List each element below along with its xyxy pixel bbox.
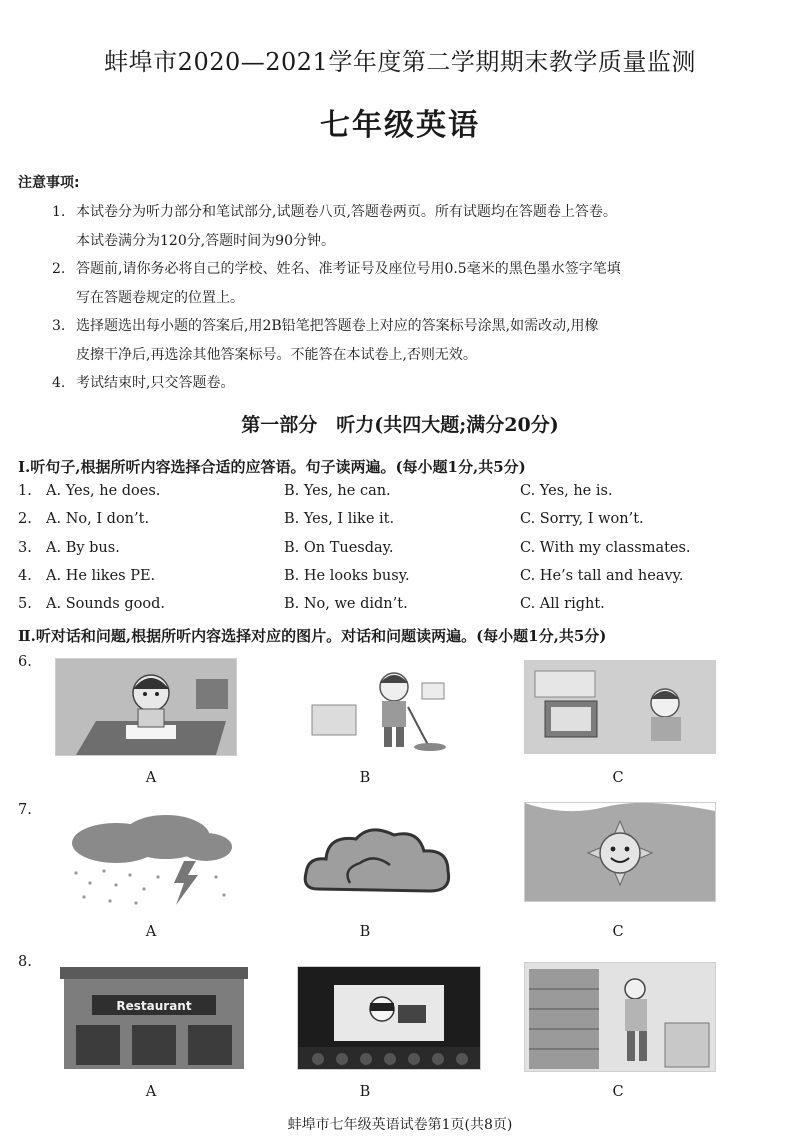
option-c: C. All right. bbox=[520, 596, 605, 612]
note-text-continued: 本试卷满分为120分,答题时间为90分钟。 bbox=[76, 233, 335, 249]
option-b: B. He looks busy. bbox=[284, 568, 410, 584]
picture-label: B bbox=[359, 1084, 371, 1100]
question-number: 4. bbox=[18, 568, 32, 584]
note-text-continued: 皮擦干净后,再选涂其他答案标号。不能答在本试卷上,否则无效。 bbox=[76, 347, 477, 363]
option-b: B. On Tuesday. bbox=[284, 540, 394, 556]
picture-7a-rain-storm bbox=[55, 812, 237, 910]
note-number: 1. bbox=[52, 204, 66, 220]
question-number: 5. bbox=[18, 596, 32, 612]
option-a: A. He likes PE. bbox=[46, 568, 156, 584]
option-a: A. Sounds good. bbox=[46, 596, 165, 612]
note-text: 考试结束时,只交答题卷。 bbox=[76, 375, 235, 391]
section-two-title: Ⅱ.听对话和问题,根据所听内容选择对应的图片。对话和问题读两遍。(每小题1分,共5分) bbox=[18, 627, 607, 645]
picture-6a-girl-reading bbox=[55, 658, 237, 756]
picture-6b-boy-mopping bbox=[297, 658, 475, 756]
note-item bbox=[52, 255, 787, 313]
option-c: C. Sorry, I won’t. bbox=[520, 511, 644, 527]
question-row bbox=[18, 483, 788, 511]
note-number: 4. bbox=[52, 375, 66, 391]
question-number: 7. bbox=[18, 802, 32, 818]
notes-heading: 注意事项: bbox=[18, 175, 80, 191]
note-text: 本试卷分为听力部分和笔试部分,试题卷八页,答题卷两页。所有试题均在答题卷上答卷。 bbox=[76, 204, 617, 220]
picture-label: A bbox=[145, 770, 157, 786]
picture-7c-sunny bbox=[524, 802, 716, 902]
question-number: 3. bbox=[18, 540, 32, 556]
question-row bbox=[18, 568, 788, 596]
picture-label: C bbox=[612, 1084, 624, 1100]
question-row bbox=[18, 540, 788, 568]
option-c: C. Yes, he is. bbox=[520, 483, 613, 499]
option-b: B. Yes, he can. bbox=[284, 483, 391, 499]
note-text-continued: 写在答题卷规定的位置上。 bbox=[76, 290, 244, 306]
picture-label: A bbox=[145, 1084, 157, 1100]
option-a: A. By bus. bbox=[46, 540, 120, 556]
note-item bbox=[52, 369, 787, 398]
note-item bbox=[52, 198, 787, 256]
option-a: A. Yes, he does. bbox=[46, 483, 161, 499]
section-one-title: Ⅰ.听句子,根据所听内容选择合适的应答语。句子读两遍。(每小题1分,共5分) bbox=[18, 458, 526, 476]
option-b: B. Yes, I like it. bbox=[284, 511, 395, 527]
picture-8b-cinema bbox=[297, 966, 481, 1070]
exam-subject: 七年级英语 bbox=[320, 108, 480, 143]
exam-title: 蚌埠市2020—2021学年度第二学期期末教学质量监测 bbox=[104, 48, 696, 76]
restaurant-sign-text: Restaurant bbox=[116, 999, 192, 1013]
note-text: 答题前,请你务必将自己的学校、姓名、准考证号及座位号用0.5毫米的黑色墨水签字笔填 bbox=[76, 261, 621, 277]
option-c: C. He’s tall and heavy. bbox=[520, 568, 684, 584]
picture-6c-girl-watching-tv bbox=[524, 660, 716, 754]
question-row bbox=[18, 511, 788, 539]
question-row bbox=[18, 596, 788, 624]
note-text: 选择题选出每小题的答案后,用2B铅笔把答题卷上对应的答案标号涂黑,如需改动,用橡 bbox=[76, 318, 599, 334]
picture-label: A bbox=[145, 924, 157, 940]
question-number: 6. bbox=[18, 654, 32, 670]
option-c: C. With my classmates. bbox=[520, 540, 691, 556]
picture-8a-restaurant bbox=[55, 960, 253, 1072]
option-a: A. No, I don’t. bbox=[46, 511, 150, 527]
note-number: 2. bbox=[52, 261, 66, 277]
option-b: B. No, we didn’t. bbox=[284, 596, 408, 612]
page-footer: 蚌埠市七年级英语试卷第1页(共8页) bbox=[287, 1117, 513, 1133]
question-number: 1. bbox=[18, 483, 32, 499]
picture-label: C bbox=[612, 770, 624, 786]
note-number: 3. bbox=[52, 318, 66, 334]
picture-7b-cloudy bbox=[297, 816, 463, 906]
note-item bbox=[52, 312, 787, 370]
question-number: 8. bbox=[18, 954, 32, 970]
part-one-title: 第一部分 听力(共四大题;满分20分) bbox=[241, 414, 559, 436]
picture-label: C bbox=[612, 924, 624, 940]
picture-label: B bbox=[359, 924, 371, 940]
question-number: 2. bbox=[18, 511, 32, 527]
picture-8c-library bbox=[524, 962, 716, 1072]
picture-label: B bbox=[359, 770, 371, 786]
